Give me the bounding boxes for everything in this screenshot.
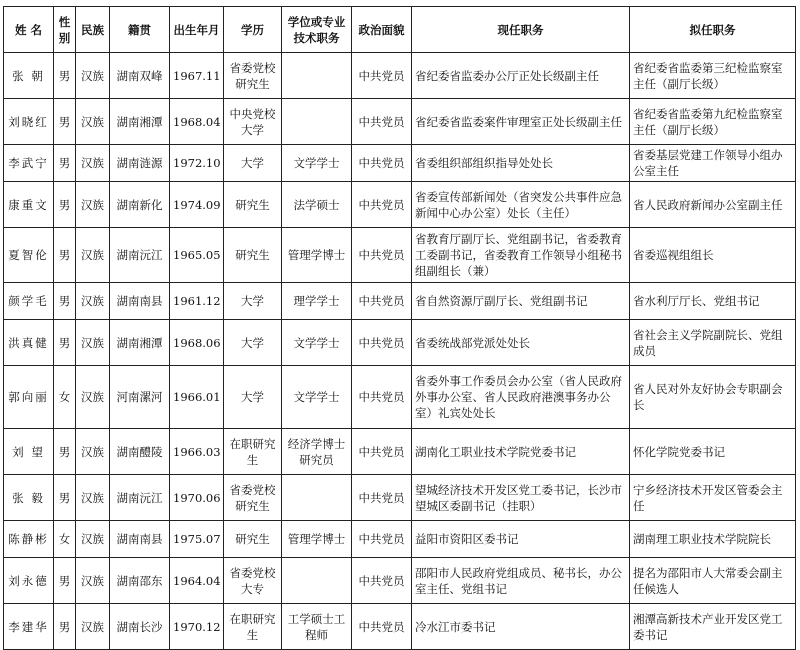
cell-political: 中共党员 [352, 604, 412, 650]
cell-current-position: 省教育厅副厅长、党组副书记，省委教育工委副书记，省委教育工作领导小组秘书组副组长（兼） [412, 228, 630, 283]
table-row [4, 366, 796, 429]
table-row [4, 475, 796, 521]
table-row [4, 320, 796, 366]
cell-birth: 1974.09 [170, 182, 224, 228]
cell-name: 张 毅 [4, 475, 54, 521]
cell-education: 研究生 [224, 228, 282, 283]
table-header-row [4, 7, 796, 53]
cell-current-position: 省委外事工作委员会办公室（省人民政府外事办公室、省人民政府港澳事务办公室）礼宾处处长 [412, 366, 630, 429]
cell-name: 康重文 [4, 182, 54, 228]
cell-native-place: 湖南沅江 [110, 475, 170, 521]
table-row [4, 53, 796, 99]
cell-name: 郭向丽 [4, 366, 54, 429]
cell-ethnicity: 汉族 [76, 53, 110, 99]
cell-birth: 1964.04 [170, 558, 224, 604]
cell-native-place: 湖南湘潭 [110, 99, 170, 145]
cell-ethnicity: 汉族 [76, 99, 110, 145]
cell-name: 刘永德 [4, 558, 54, 604]
cell-current-position: 省委宣传部新闻处（省突发公共事件应急新闻中心办公室）处长（主任） [412, 182, 630, 228]
cell-political: 中共党员 [352, 366, 412, 429]
header-name: 姓 名 [4, 7, 54, 53]
cell-gender: 女 [54, 366, 76, 429]
cell-proposed-position: 省委基层党建工作领导小组办公室主任 [630, 145, 796, 182]
cell-ethnicity: 汉族 [76, 475, 110, 521]
cell-degree: 工学硕士工程师 [282, 604, 352, 650]
cell-name: 李建华 [4, 604, 54, 650]
cell-degree [282, 558, 352, 604]
cell-native-place: 湖南南县 [110, 283, 170, 320]
cell-current-position: 省纪委省监委案件审理室正处长级副主任 [412, 99, 630, 145]
header-degree: 学位或专业技术职务 [282, 7, 352, 53]
header-birth: 出生年月 [170, 7, 224, 53]
table-row [4, 521, 796, 558]
cell-political: 中共党员 [352, 99, 412, 145]
cell-degree: 文学学士 [282, 366, 352, 429]
cell-gender: 男 [54, 604, 76, 650]
cell-ethnicity: 汉族 [76, 283, 110, 320]
cell-proposed-position: 省委巡视组组长 [630, 228, 796, 283]
cell-proposed-position: 省社会主义学院副院长、党组成员 [630, 320, 796, 366]
cell-degree: 文学学士 [282, 145, 352, 182]
cell-native-place: 河南漯河 [110, 366, 170, 429]
cell-gender: 男 [54, 558, 76, 604]
header-ethnicity: 民族 [76, 7, 110, 53]
cell-education: 大学 [224, 320, 282, 366]
table-row [4, 283, 796, 320]
cell-education: 省委党校研究生 [224, 53, 282, 99]
cell-name: 李武宁 [4, 145, 54, 182]
header-political: 政治面貌 [352, 7, 412, 53]
cell-political: 中共党员 [352, 145, 412, 182]
table-row [4, 429, 796, 475]
cell-proposed-position: 省水利厅厅长、党组书记 [630, 283, 796, 320]
cell-ethnicity: 汉族 [76, 228, 110, 283]
cell-native-place: 湖南南县 [110, 521, 170, 558]
cell-degree: 理学学士 [282, 283, 352, 320]
appointment-table-container [3, 6, 796, 650]
table-row [4, 182, 796, 228]
header-native-place: 籍贯 [110, 7, 170, 53]
cell-education: 大学 [224, 145, 282, 182]
cell-political: 中共党员 [352, 558, 412, 604]
cell-name: 夏智伦 [4, 228, 54, 283]
cell-political: 中共党员 [352, 283, 412, 320]
cell-proposed-position: 提名为邵阳市人大常委会副主任候选人 [630, 558, 796, 604]
cell-birth: 1966.03 [170, 429, 224, 475]
cell-birth: 1966.01 [170, 366, 224, 429]
cell-native-place: 湖南沅江 [110, 228, 170, 283]
table-row [4, 228, 796, 283]
cell-birth: 1968.06 [170, 320, 224, 366]
cell-native-place: 湖南邵东 [110, 558, 170, 604]
cell-birth: 1965.05 [170, 228, 224, 283]
cell-education: 中央党校大学 [224, 99, 282, 145]
cell-current-position: 省委组织部组织指导处处长 [412, 145, 630, 182]
cell-current-position: 省委统战部党派处处长 [412, 320, 630, 366]
cell-gender: 女 [54, 521, 76, 558]
cell-name: 颜学毛 [4, 283, 54, 320]
cell-degree: 管理学博士 [282, 521, 352, 558]
cell-gender: 男 [54, 53, 76, 99]
cell-degree: 文学学士 [282, 320, 352, 366]
cell-gender: 男 [54, 475, 76, 521]
cell-ethnicity: 汉族 [76, 366, 110, 429]
header-proposed-position: 拟任职务 [630, 7, 796, 53]
cell-gender: 男 [54, 182, 76, 228]
cell-education: 大学 [224, 283, 282, 320]
cell-gender: 男 [54, 145, 76, 182]
cell-name: 陈静彬 [4, 521, 54, 558]
cell-birth: 1970.12 [170, 604, 224, 650]
cell-education: 研究生 [224, 182, 282, 228]
cell-birth: 1961.12 [170, 283, 224, 320]
table-body [4, 53, 796, 650]
cell-current-position: 冷水江市委书记 [412, 604, 630, 650]
cell-proposed-position: 省纪委省监委第九纪检监察室主任（副厅长级） [630, 99, 796, 145]
cell-education: 省委党校研究生 [224, 475, 282, 521]
cell-native-place: 湖南长沙 [110, 604, 170, 650]
cell-name: 张 朝 [4, 53, 54, 99]
cell-current-position: 邵阳市人民政府党组成员、秘书长，办公室主任、党组书记 [412, 558, 630, 604]
cell-political: 中共党员 [352, 182, 412, 228]
cell-current-position: 望城经济技术开发区党工委书记，长沙市望城区委副书记（挂职） [412, 475, 630, 521]
cell-proposed-position: 宁乡经济技术开发区管委会主任 [630, 475, 796, 521]
cell-proposed-position: 湖南理工职业技术学院院长 [630, 521, 796, 558]
cell-political: 中共党员 [352, 53, 412, 99]
table-row [4, 558, 796, 604]
cell-ethnicity: 汉族 [76, 429, 110, 475]
cell-political: 中共党员 [352, 521, 412, 558]
cell-native-place: 湖南醴陵 [110, 429, 170, 475]
cell-degree [282, 475, 352, 521]
cell-education: 在职研究生 [224, 429, 282, 475]
cell-degree: 法学硕士 [282, 182, 352, 228]
cell-education: 在职研究生 [224, 604, 282, 650]
cell-birth: 1975.07 [170, 521, 224, 558]
cell-degree: 经济学博士研究员 [282, 429, 352, 475]
cell-current-position: 益阳市资阳区委书记 [412, 521, 630, 558]
cell-ethnicity: 汉族 [76, 182, 110, 228]
cell-ethnicity: 汉族 [76, 558, 110, 604]
cell-current-position: 湖南化工职业技术学院党委书记 [412, 429, 630, 475]
cell-degree [282, 53, 352, 99]
table-row [4, 145, 796, 182]
cell-birth: 1972.10 [170, 145, 224, 182]
appointment-table [3, 6, 796, 650]
cell-ethnicity: 汉族 [76, 320, 110, 366]
cell-native-place: 湖南湘潭 [110, 320, 170, 366]
cell-education: 大学 [224, 366, 282, 429]
cell-political: 中共党员 [352, 320, 412, 366]
cell-gender: 男 [54, 99, 76, 145]
cell-native-place: 湖南涟源 [110, 145, 170, 182]
cell-political: 中共党员 [352, 475, 412, 521]
cell-gender: 男 [54, 228, 76, 283]
cell-political: 中共党员 [352, 429, 412, 475]
cell-proposed-position: 省人民政府新闻办公室副主任 [630, 182, 796, 228]
cell-education: 研究生 [224, 521, 282, 558]
table-row [4, 99, 796, 145]
cell-birth: 1968.04 [170, 99, 224, 145]
cell-name: 刘 望 [4, 429, 54, 475]
cell-ethnicity: 汉族 [76, 604, 110, 650]
cell-birth: 1967.11 [170, 53, 224, 99]
cell-name: 刘晓红 [4, 99, 54, 145]
cell-political: 中共党员 [352, 228, 412, 283]
cell-native-place: 湖南双峰 [110, 53, 170, 99]
header-current-position: 现任职务 [412, 7, 630, 53]
cell-ethnicity: 汉族 [76, 521, 110, 558]
cell-degree: 管理学博士 [282, 228, 352, 283]
header-education: 学历 [224, 7, 282, 53]
cell-proposed-position: 省人民对外友好协会专职副会长 [630, 366, 796, 429]
cell-gender: 男 [54, 429, 76, 475]
cell-current-position: 省自然资源厅副厅长、党组副书记 [412, 283, 630, 320]
cell-birth: 1970.06 [170, 475, 224, 521]
cell-proposed-position: 怀化学院党委书记 [630, 429, 796, 475]
cell-current-position: 省纪委省监委办公厅正处长级副主任 [412, 53, 630, 99]
cell-proposed-position: 省纪委省监委第三纪检监察室主任（副厅长级） [630, 53, 796, 99]
cell-proposed-position: 湘潭高新技术产业开发区党工委书记 [630, 604, 796, 650]
cell-gender: 男 [54, 283, 76, 320]
cell-education: 省委党校大专 [224, 558, 282, 604]
table-row [4, 604, 796, 650]
header-gender: 性别 [54, 7, 76, 53]
cell-degree [282, 99, 352, 145]
cell-native-place: 湖南新化 [110, 182, 170, 228]
cell-name: 洪真健 [4, 320, 54, 366]
cell-gender: 男 [54, 320, 76, 366]
cell-ethnicity: 汉族 [76, 145, 110, 182]
